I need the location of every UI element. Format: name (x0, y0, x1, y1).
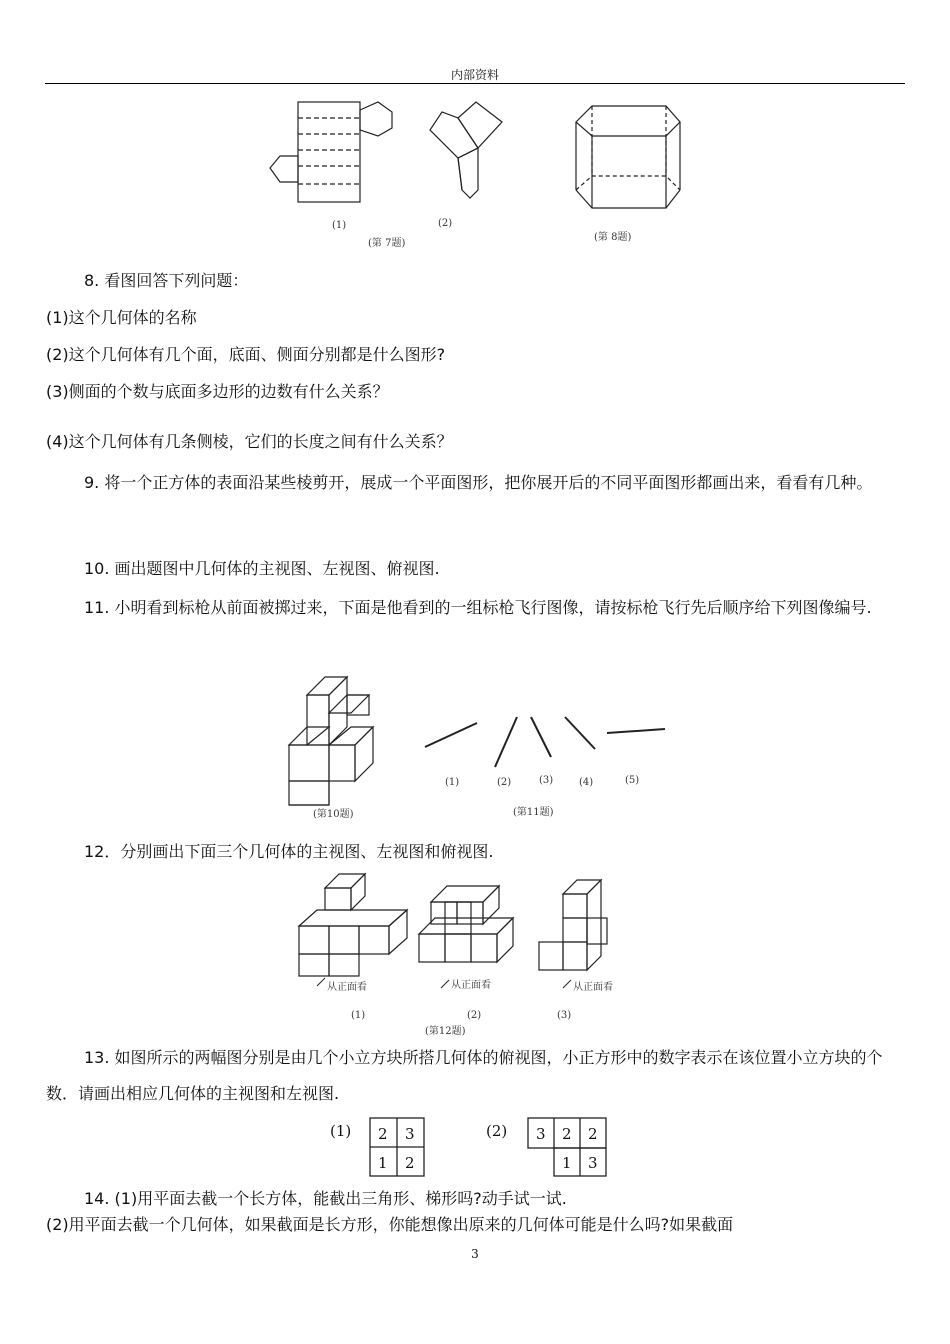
page-header: 内部资料 (450, 68, 499, 82)
q8-s3: (3)侧面的个数与底面多边形的边数有什么关系？ (46, 382, 389, 401)
net1-rect (298, 102, 360, 202)
solid-caption-3: (3) (557, 1010, 572, 1021)
grid1-cell: 3 (405, 1125, 415, 1143)
figure-problem-12 (295, 866, 635, 1036)
grid2-cell: 3 (536, 1125, 546, 1143)
q8-s4: (4)这个几何体有几条侧棱，它们的长度之间有什么关系？ (46, 432, 453, 451)
q14-s2: (2)用平面去截一个几何体，如果截面是长方形，你能想像出原来的几何体可能是什么吗?如果截面 (46, 1215, 734, 1234)
q8-title: 8. 看图回答下列问题： (84, 271, 249, 290)
q8-s1: (1)这个几何体的名称 (46, 308, 197, 327)
q12-text: 12．分别画出下面三个几何体的主视图、左视图和俯视图. (84, 842, 494, 861)
net1-hexagon-top (360, 102, 392, 136)
q10-text: 10. 画出题图中几何体的主视图、左视图、俯视图. (84, 559, 440, 578)
grid2-cell: 2 (588, 1125, 598, 1143)
caption-q11: (第11题) (513, 807, 554, 818)
javelin-label-2: (2) (497, 777, 512, 788)
caption-q12: (第12题) (425, 1026, 466, 1037)
figure-problem-10-11 (285, 665, 675, 825)
javelin-1 (425, 723, 477, 747)
q14-s1: 14. (1)用平面去截一个长方体，能截出三角形、梯形吗?动手试一试. (84, 1189, 567, 1208)
page-number: 3 (471, 1247, 479, 1261)
caption-net2: (2) (438, 218, 453, 229)
net1-hexagon-bottom (270, 156, 298, 182)
front-label-1: 从正面看 (327, 982, 367, 993)
figure-problem-7-8 (260, 90, 700, 255)
q13-text: 13. 如图所示的两幅图分别是由几个小立方块所搭几何体的俯视图，小正方形中的数字表示在该位置小立方块的个数．请画出相应几何体的主视图和左视图. (46, 1048, 883, 1103)
javelin-label-1: (1) (445, 777, 460, 788)
front-label-2: 从正面看 (451, 980, 491, 991)
javelin-5 (607, 729, 665, 733)
grid1-cell: 2 (378, 1125, 388, 1143)
grid2-cell: 3 (588, 1154, 598, 1172)
caption-net1: (1) (332, 220, 347, 231)
figure-problem-13 (320, 1112, 620, 1182)
javelin-3 (531, 717, 551, 757)
grid2-cell: 1 (562, 1154, 572, 1172)
javelin-2 (495, 717, 517, 767)
grid2-label: (2) (486, 1122, 508, 1140)
q11-text: 11. 小明看到标枪从前面被掷过来，下面是他看到的一组标枪飞行图像，请按标枪飞行先后顺序给下列图像编号. (84, 598, 872, 617)
caption-q7: (第 7题) (368, 238, 406, 249)
header-rule (45, 83, 905, 84)
caption-q10: (第10题) (313, 809, 354, 820)
q8-s2: (2)这个几何体有几个面，底面、侧面分别都是什么图形? (46, 345, 446, 364)
q9-text: 9. 将一个正方体的表面沿某些棱剪开，展成一个平面图形，把你展开后的不同平面图形都画出来，看看有几种。 (84, 473, 873, 492)
caption-q8: (第 8题) (594, 232, 632, 243)
javelin-label-4: (4) (579, 777, 594, 788)
grid1-cell: 2 (405, 1154, 415, 1172)
javelin-label-5: (5) (625, 775, 640, 786)
grid1-cell: 1 (378, 1154, 388, 1172)
front-label-3: 从正面看 (573, 982, 613, 993)
grid1-label: (1) (330, 1122, 352, 1140)
javelin-4 (565, 717, 595, 749)
javelin-label-3: (3) (539, 775, 554, 786)
solid-caption-2: (2) (467, 1010, 482, 1021)
solid-caption-1: (1) (351, 1010, 366, 1021)
grid2-cell: 2 (562, 1125, 572, 1143)
